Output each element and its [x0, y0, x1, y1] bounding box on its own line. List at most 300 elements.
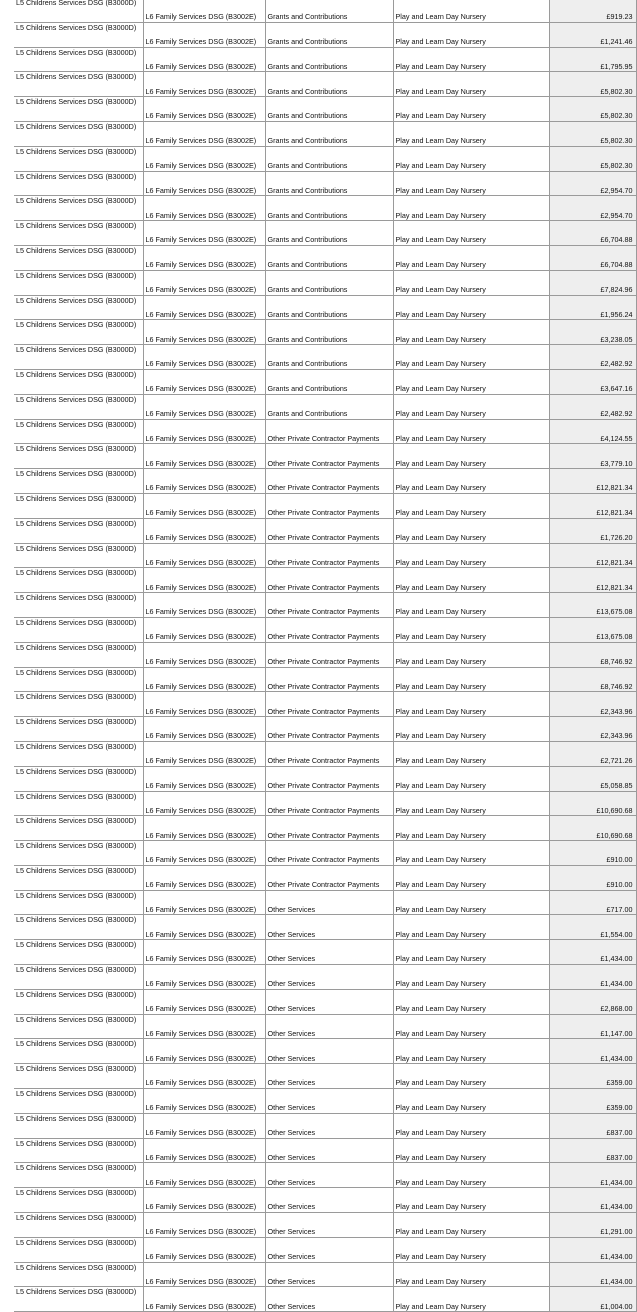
cell-service[interactable]: L6 Family Services DSG (B3002E): [143, 22, 265, 47]
cell-amount[interactable]: £1,434.00: [549, 1262, 636, 1287]
cell-amount[interactable]: £12,821.34: [549, 469, 636, 494]
cell-service[interactable]: L6 Family Services DSG (B3002E): [143, 816, 265, 841]
cell-amount[interactable]: £1,147.00: [549, 1014, 636, 1039]
cell-service[interactable]: L6 Family Services DSG (B3002E): [143, 717, 265, 742]
cell-amount[interactable]: £910.00: [549, 865, 636, 890]
cell-amount[interactable]: £1,291.00: [549, 1213, 636, 1238]
cell-service[interactable]: L6 Family Services DSG (B3002E): [143, 1039, 265, 1064]
table-row: [14, 493, 636, 518]
cell-expense-type[interactable]: Other Services: [265, 965, 393, 990]
cell-expense-type[interactable]: Other Private Contractor Payments: [265, 741, 393, 766]
cell-service[interactable]: L6 Family Services DSG (B3002E): [143, 1163, 265, 1188]
cell-service[interactable]: L6 Family Services DSG (B3002E): [143, 47, 265, 72]
cell-directorate[interactable]: L5 Childrens Services DSG (B3000D): [14, 816, 143, 841]
cell-expense-type[interactable]: Grants and Contributions: [265, 394, 393, 419]
cell-amount[interactable]: £5,802.30: [549, 146, 636, 171]
table-row: [14, 890, 636, 915]
table-row: [14, 1138, 636, 1163]
cell-supplier[interactable]: Play and Learn Day Nursery: [393, 865, 549, 890]
cell-service[interactable]: L6 Family Services DSG (B3002E): [143, 741, 265, 766]
cell-service[interactable]: L6 Family Services DSG (B3002E): [143, 245, 265, 270]
cell-service[interactable]: L6 Family Services DSG (B3002E): [143, 1138, 265, 1163]
cell-amount[interactable]: £12,821.34: [549, 543, 636, 568]
cell-supplier[interactable]: Play and Learn Day Nursery: [393, 841, 549, 866]
cell-supplier[interactable]: Play and Learn Day Nursery: [393, 766, 549, 791]
cell-supplier[interactable]: Play and Learn Day Nursery: [393, 568, 549, 593]
cell-amount[interactable]: £837.00: [549, 1138, 636, 1163]
cell-expense-type[interactable]: Grants and Contributions: [265, 245, 393, 270]
cell-supplier[interactable]: Play and Learn Day Nursery: [393, 617, 549, 642]
cell-directorate[interactable]: L5 Childrens Services DSG (B3000D): [14, 1188, 143, 1213]
cell-amount[interactable]: £2,482.92: [549, 345, 636, 370]
cell-service[interactable]: L6 Family Services DSG (B3002E): [143, 0, 265, 22]
cell-supplier[interactable]: Play and Learn Day Nursery: [393, 1188, 549, 1213]
cell-directorate[interactable]: L5 Childrens Services DSG (B3000D): [14, 121, 143, 146]
cell-directorate[interactable]: L5 Childrens Services DSG (B3000D): [14, 1039, 143, 1064]
cell-expense-type[interactable]: Grants and Contributions: [265, 295, 393, 320]
cell-supplier[interactable]: Play and Learn Day Nursery: [393, 717, 549, 742]
cell-expense-type[interactable]: Grants and Contributions: [265, 221, 393, 246]
cell-expense-type[interactable]: Other Services: [265, 1262, 393, 1287]
cell-supplier[interactable]: Play and Learn Day Nursery: [393, 72, 549, 97]
cell-service[interactable]: L6 Family Services DSG (B3002E): [143, 841, 265, 866]
cell-directorate[interactable]: L5 Childrens Services DSG (B3000D): [14, 22, 143, 47]
cell-service[interactable]: L6 Family Services DSG (B3002E): [143, 196, 265, 221]
cell-service[interactable]: L6 Family Services DSG (B3002E): [143, 1262, 265, 1287]
cell-amount[interactable]: £359.00: [549, 1089, 636, 1114]
cell-expense-type[interactable]: Other Private Contractor Payments: [265, 766, 393, 791]
cell-expense-type[interactable]: Other Private Contractor Payments: [265, 518, 393, 543]
cell-supplier[interactable]: Play and Learn Day Nursery: [393, 146, 549, 171]
cell-supplier[interactable]: Play and Learn Day Nursery: [393, 692, 549, 717]
cell-amount[interactable]: £10,690.68: [549, 791, 636, 816]
cell-expense-type[interactable]: Other Services: [265, 1163, 393, 1188]
cell-directorate[interactable]: L5 Childrens Services DSG (B3000D): [14, 444, 143, 469]
cell-amount[interactable]: £2,343.96: [549, 717, 636, 742]
cell-directorate[interactable]: L5 Childrens Services DSG (B3000D): [14, 245, 143, 270]
cell-service[interactable]: L6 Family Services DSG (B3002E): [143, 469, 265, 494]
cell-supplier[interactable]: Play and Learn Day Nursery: [393, 1064, 549, 1089]
cell-service[interactable]: L6 Family Services DSG (B3002E): [143, 940, 265, 965]
cell-service[interactable]: L6 Family Services DSG (B3002E): [143, 1014, 265, 1039]
cell-supplier[interactable]: Play and Learn Day Nursery: [393, 1113, 549, 1138]
cell-supplier[interactable]: Play and Learn Day Nursery: [393, 1039, 549, 1064]
cell-amount[interactable]: £12,821.34: [549, 493, 636, 518]
table-row: [14, 146, 636, 171]
cell-directorate[interactable]: L5 Childrens Services DSG (B3000D): [14, 717, 143, 742]
cell-amount[interactable]: £2,954.70: [549, 196, 636, 221]
cell-directorate[interactable]: L5 Childrens Services DSG (B3000D): [14, 1089, 143, 1114]
cell-expense-type[interactable]: Grants and Contributions: [265, 47, 393, 72]
cell-service[interactable]: L6 Family Services DSG (B3002E): [143, 965, 265, 990]
cell-directorate[interactable]: L5 Childrens Services DSG (B3000D): [14, 146, 143, 171]
cell-supplier[interactable]: Play and Learn Day Nursery: [393, 47, 549, 72]
cell-expense-type[interactable]: Grants and Contributions: [265, 369, 393, 394]
cell-expense-type[interactable]: Other Private Contractor Payments: [265, 791, 393, 816]
cell-expense-type[interactable]: Other Private Contractor Payments: [265, 642, 393, 667]
cell-expense-type[interactable]: Other Services: [265, 915, 393, 940]
cell-amount[interactable]: £717.00: [549, 890, 636, 915]
cell-directorate[interactable]: L5 Childrens Services DSG (B3000D): [14, 369, 143, 394]
cell-directorate[interactable]: L5 Childrens Services DSG (B3000D): [14, 1163, 143, 1188]
table-row: [14, 766, 636, 791]
cell-supplier[interactable]: Play and Learn Day Nursery: [393, 469, 549, 494]
cell-service[interactable]: L6 Family Services DSG (B3002E): [143, 419, 265, 444]
cell-service[interactable]: L6 Family Services DSG (B3002E): [143, 865, 265, 890]
cell-amount[interactable]: £5,802.30: [549, 72, 636, 97]
cell-supplier[interactable]: Play and Learn Day Nursery: [393, 345, 549, 370]
cell-amount[interactable]: £1,434.00: [549, 940, 636, 965]
cell-directorate[interactable]: L5 Childrens Services DSG (B3000D): [14, 1064, 143, 1089]
cell-amount[interactable]: £2,721.26: [549, 741, 636, 766]
cell-amount[interactable]: £13,675.08: [549, 593, 636, 618]
table-row: [14, 221, 636, 246]
cell-service[interactable]: L6 Family Services DSG (B3002E): [143, 642, 265, 667]
cell-directorate[interactable]: L5 Childrens Services DSG (B3000D): [14, 97, 143, 122]
cell-amount[interactable]: £12,821.34: [549, 568, 636, 593]
cell-amount[interactable]: £837.00: [549, 1113, 636, 1138]
cell-directorate[interactable]: L5 Childrens Services DSG (B3000D): [14, 841, 143, 866]
table-row: [14, 841, 636, 866]
cell-expense-type[interactable]: Other Services: [265, 1213, 393, 1238]
cell-expense-type[interactable]: Grants and Contributions: [265, 345, 393, 370]
cell-directorate[interactable]: L5 Childrens Services DSG (B3000D): [14, 543, 143, 568]
cell-supplier[interactable]: Play and Learn Day Nursery: [393, 419, 549, 444]
table-row: [14, 270, 636, 295]
cell-service[interactable]: L6 Family Services DSG (B3002E): [143, 1089, 265, 1114]
cell-service[interactable]: L6 Family Services DSG (B3002E): [143, 444, 265, 469]
cell-amount[interactable]: £2,868.00: [549, 989, 636, 1014]
cell-expense-type[interactable]: Other Services: [265, 1113, 393, 1138]
cell-service[interactable]: L6 Family Services DSG (B3002E): [143, 345, 265, 370]
cell-amount[interactable]: £1,434.00: [549, 965, 636, 990]
cell-directorate[interactable]: L5 Childrens Services DSG (B3000D): [14, 295, 143, 320]
cell-service[interactable]: L6 Family Services DSG (B3002E): [143, 543, 265, 568]
cell-directorate[interactable]: L5 Childrens Services DSG (B3000D): [14, 320, 143, 345]
cell-amount[interactable]: £7,824.96: [549, 270, 636, 295]
cell-amount[interactable]: £2,954.70: [549, 171, 636, 196]
table-row: [14, 1039, 636, 1064]
cell-expense-type[interactable]: Grants and Contributions: [265, 97, 393, 122]
cell-service[interactable]: L6 Family Services DSG (B3002E): [143, 1188, 265, 1213]
cell-amount[interactable]: £1,434.00: [549, 1039, 636, 1064]
cell-expense-type[interactable]: Other Services: [265, 1064, 393, 1089]
cell-directorate[interactable]: L5 Childrens Services DSG (B3000D): [14, 1262, 143, 1287]
cell-service[interactable]: L6 Family Services DSG (B3002E): [143, 146, 265, 171]
cell-directorate[interactable]: L5 Childrens Services DSG (B3000D): [14, 1287, 143, 1312]
cell-directorate[interactable]: L5 Childrens Services DSG (B3000D): [14, 593, 143, 618]
cell-expense-type[interactable]: Grants and Contributions: [265, 22, 393, 47]
table-row: [14, 1113, 636, 1138]
cell-amount[interactable]: £1,434.00: [549, 1188, 636, 1213]
table-row: [14, 965, 636, 990]
cell-amount[interactable]: £1,956.24: [549, 295, 636, 320]
cell-directorate[interactable]: L5 Childrens Services DSG (B3000D): [14, 493, 143, 518]
cell-directorate[interactable]: L5 Childrens Services DSG (B3000D): [14, 1213, 143, 1238]
cell-directorate[interactable]: L5 Childrens Services DSG (B3000D): [14, 1014, 143, 1039]
table-row: [14, 1287, 636, 1312]
cell-amount[interactable]: £1,726.20: [549, 518, 636, 543]
cell-expense-type[interactable]: Other Services: [265, 1138, 393, 1163]
cell-service[interactable]: L6 Family Services DSG (B3002E): [143, 270, 265, 295]
cell-expense-type[interactable]: Grants and Contributions: [265, 320, 393, 345]
cell-supplier[interactable]: Play and Learn Day Nursery: [393, 543, 549, 568]
cell-supplier[interactable]: Play and Learn Day Nursery: [393, 493, 549, 518]
cell-supplier[interactable]: Play and Learn Day Nursery: [393, 518, 549, 543]
cell-expense-type[interactable]: Other Private Contractor Payments: [265, 617, 393, 642]
cell-supplier[interactable]: Play and Learn Day Nursery: [393, 1014, 549, 1039]
cell-supplier[interactable]: Play and Learn Day Nursery: [393, 171, 549, 196]
table-row: [14, 1163, 636, 1188]
cell-supplier[interactable]: Play and Learn Day Nursery: [393, 791, 549, 816]
cell-supplier[interactable]: Play and Learn Day Nursery: [393, 245, 549, 270]
cell-supplier[interactable]: Play and Learn Day Nursery: [393, 667, 549, 692]
cell-amount[interactable]: £910.00: [549, 841, 636, 866]
cell-supplier[interactable]: Play and Learn Day Nursery: [393, 890, 549, 915]
cell-expense-type[interactable]: Other Private Contractor Payments: [265, 865, 393, 890]
cell-supplier[interactable]: Play and Learn Day Nursery: [393, 1287, 549, 1312]
cell-amount[interactable]: £1,795.95: [549, 47, 636, 72]
cell-service[interactable]: L6 Family Services DSG (B3002E): [143, 1064, 265, 1089]
cell-directorate[interactable]: L5 Childrens Services DSG (B3000D): [14, 518, 143, 543]
cell-expense-type[interactable]: Other Services: [265, 989, 393, 1014]
cell-service[interactable]: L6 Family Services DSG (B3002E): [143, 593, 265, 618]
table-row: [14, 0, 636, 22]
table-row: [14, 47, 636, 72]
cell-expense-type[interactable]: Other Services: [265, 1237, 393, 1262]
cell-supplier[interactable]: Play and Learn Day Nursery: [393, 593, 549, 618]
cell-service[interactable]: L6 Family Services DSG (B3002E): [143, 989, 265, 1014]
table-row: [14, 692, 636, 717]
table-row: [14, 865, 636, 890]
cell-supplier[interactable]: Play and Learn Day Nursery: [393, 22, 549, 47]
cell-amount[interactable]: £3,238.05: [549, 320, 636, 345]
cell-expense-type[interactable]: Other Private Contractor Payments: [265, 493, 393, 518]
cell-supplier[interactable]: Play and Learn Day Nursery: [393, 444, 549, 469]
cell-expense-type[interactable]: Other Private Contractor Payments: [265, 841, 393, 866]
cell-service[interactable]: L6 Family Services DSG (B3002E): [143, 295, 265, 320]
cell-expense-type[interactable]: Other Private Contractor Payments: [265, 593, 393, 618]
cell-directorate[interactable]: L5 Childrens Services DSG (B3000D): [14, 965, 143, 990]
table-row: [14, 741, 636, 766]
table-row: [14, 915, 636, 940]
cell-supplier[interactable]: Play and Learn Day Nursery: [393, 221, 549, 246]
cell-directorate[interactable]: L5 Childrens Services DSG (B3000D): [14, 667, 143, 692]
cell-supplier[interactable]: Play and Learn Day Nursery: [393, 0, 549, 22]
cell-amount[interactable]: £5,802.30: [549, 121, 636, 146]
cell-amount[interactable]: £2,343.96: [549, 692, 636, 717]
cell-expense-type[interactable]: Grants and Contributions: [265, 0, 393, 22]
cell-directorate[interactable]: L5 Childrens Services DSG (B3000D): [14, 741, 143, 766]
cell-supplier[interactable]: Play and Learn Day Nursery: [393, 1237, 549, 1262]
cell-amount[interactable]: £919.23: [549, 0, 636, 22]
cell-supplier[interactable]: Play and Learn Day Nursery: [393, 270, 549, 295]
cell-service[interactable]: L6 Family Services DSG (B3002E): [143, 692, 265, 717]
table-row: [14, 717, 636, 742]
cell-service[interactable]: L6 Family Services DSG (B3002E): [143, 97, 265, 122]
cell-directorate[interactable]: L5 Childrens Services DSG (B3000D): [14, 1138, 143, 1163]
cell-service[interactable]: L6 Family Services DSG (B3002E): [143, 320, 265, 345]
cell-directorate[interactable]: L5 Childrens Services DSG (B3000D): [14, 221, 143, 246]
table-row: [14, 1188, 636, 1213]
table-body: [14, 0, 636, 1312]
cell-expense-type[interactable]: Other Private Contractor Payments: [265, 692, 393, 717]
cell-directorate[interactable]: L5 Childrens Services DSG (B3000D): [14, 642, 143, 667]
cell-expense-type[interactable]: Other Services: [265, 1014, 393, 1039]
cell-supplier[interactable]: Play and Learn Day Nursery: [393, 915, 549, 940]
cell-directorate[interactable]: L5 Childrens Services DSG (B3000D): [14, 915, 143, 940]
cell-service[interactable]: L6 Family Services DSG (B3002E): [143, 121, 265, 146]
table-row: [14, 989, 636, 1014]
table-row: [14, 1064, 636, 1089]
cell-expense-type[interactable]: Other Services: [265, 940, 393, 965]
table-row: [14, 22, 636, 47]
cell-amount[interactable]: £10,690.68: [549, 816, 636, 841]
cell-directorate[interactable]: L5 Childrens Services DSG (B3000D): [14, 940, 143, 965]
cell-service[interactable]: L6 Family Services DSG (B3002E): [143, 394, 265, 419]
cell-service[interactable]: L6 Family Services DSG (B3002E): [143, 1213, 265, 1238]
cell-expense-type[interactable]: Other Private Contractor Payments: [265, 717, 393, 742]
cell-supplier[interactable]: Play and Learn Day Nursery: [393, 1138, 549, 1163]
cell-supplier[interactable]: Play and Learn Day Nursery: [393, 741, 549, 766]
cell-expense-type[interactable]: Other Private Contractor Payments: [265, 816, 393, 841]
cell-amount[interactable]: £6,704.88: [549, 245, 636, 270]
cell-amount[interactable]: £1,241.46: [549, 22, 636, 47]
cell-directorate[interactable]: L5 Childrens Services DSG (B3000D): [14, 270, 143, 295]
cell-supplier[interactable]: Play and Learn Day Nursery: [393, 989, 549, 1014]
table-row: [14, 791, 636, 816]
cell-supplier[interactable]: Play and Learn Day Nursery: [393, 965, 549, 990]
cell-directorate[interactable]: L5 Childrens Services DSG (B3000D): [14, 47, 143, 72]
cell-amount[interactable]: £2,482.92: [549, 394, 636, 419]
cell-amount[interactable]: £1,554.00: [549, 915, 636, 940]
cell-supplier[interactable]: Play and Learn Day Nursery: [393, 394, 549, 419]
cell-directorate[interactable]: L5 Childrens Services DSG (B3000D): [14, 865, 143, 890]
cell-directorate[interactable]: L5 Childrens Services DSG (B3000D): [14, 419, 143, 444]
cell-supplier[interactable]: Play and Learn Day Nursery: [393, 1262, 549, 1287]
cell-directorate[interactable]: L5 Childrens Services DSG (B3000D): [14, 791, 143, 816]
cell-directorate[interactable]: L5 Childrens Services DSG (B3000D): [14, 72, 143, 97]
cell-expense-type[interactable]: Other Private Contractor Payments: [265, 469, 393, 494]
cell-service[interactable]: L6 Family Services DSG (B3002E): [143, 1287, 265, 1312]
cell-amount[interactable]: £1,004.00: [549, 1287, 636, 1312]
cell-expense-type[interactable]: Other Private Contractor Payments: [265, 444, 393, 469]
cell-service[interactable]: L6 Family Services DSG (B3002E): [143, 617, 265, 642]
cell-expense-type[interactable]: Grants and Contributions: [265, 171, 393, 196]
table-row: [14, 543, 636, 568]
cell-amount[interactable]: £1,434.00: [549, 1163, 636, 1188]
cell-service[interactable]: L6 Family Services DSG (B3002E): [143, 1113, 265, 1138]
table-row: [14, 245, 636, 270]
cell-supplier[interactable]: Play and Learn Day Nursery: [393, 320, 549, 345]
cell-service[interactable]: L6 Family Services DSG (B3002E): [143, 766, 265, 791]
cell-supplier[interactable]: Play and Learn Day Nursery: [393, 642, 549, 667]
cell-service[interactable]: L6 Family Services DSG (B3002E): [143, 493, 265, 518]
cell-supplier[interactable]: Play and Learn Day Nursery: [393, 940, 549, 965]
cell-expense-type[interactable]: Other Private Contractor Payments: [265, 419, 393, 444]
cell-service[interactable]: L6 Family Services DSG (B3002E): [143, 791, 265, 816]
table-row: [14, 196, 636, 221]
cell-amount[interactable]: £8,746.92: [549, 642, 636, 667]
cell-supplier[interactable]: Play and Learn Day Nursery: [393, 121, 549, 146]
cell-service[interactable]: L6 Family Services DSG (B3002E): [143, 915, 265, 940]
cell-expense-type[interactable]: Grants and Contributions: [265, 72, 393, 97]
cell-supplier[interactable]: Play and Learn Day Nursery: [393, 1213, 549, 1238]
cell-amount[interactable]: £5,802.30: [549, 97, 636, 122]
cell-expense-type[interactable]: Grants and Contributions: [265, 196, 393, 221]
cell-expense-type[interactable]: Other Services: [265, 890, 393, 915]
cell-amount[interactable]: £6,704.88: [549, 221, 636, 246]
cell-service[interactable]: L6 Family Services DSG (B3002E): [143, 667, 265, 692]
cell-service[interactable]: L6 Family Services DSG (B3002E): [143, 568, 265, 593]
cell-supplier[interactable]: Play and Learn Day Nursery: [393, 1089, 549, 1114]
cell-supplier[interactable]: Play and Learn Day Nursery: [393, 816, 549, 841]
cell-service[interactable]: L6 Family Services DSG (B3002E): [143, 369, 265, 394]
cell-expense-type[interactable]: Other Services: [265, 1089, 393, 1114]
table-row: [14, 1089, 636, 1114]
cell-directorate[interactable]: L5 Childrens Services DSG (B3000D): [14, 0, 143, 22]
table-row: [14, 320, 636, 345]
cell-directorate[interactable]: L5 Childrens Services DSG (B3000D): [14, 568, 143, 593]
cell-directorate[interactable]: L5 Childrens Services DSG (B3000D): [14, 766, 143, 791]
cell-expense-type[interactable]: Other Services: [265, 1039, 393, 1064]
cell-expense-type[interactable]: Other Services: [265, 1287, 393, 1312]
cell-amount[interactable]: £359.00: [549, 1064, 636, 1089]
cell-service[interactable]: L6 Family Services DSG (B3002E): [143, 518, 265, 543]
table-row: [14, 1213, 636, 1238]
cell-directorate[interactable]: L5 Childrens Services DSG (B3000D): [14, 345, 143, 370]
cell-supplier[interactable]: Play and Learn Day Nursery: [393, 97, 549, 122]
cell-supplier[interactable]: Play and Learn Day Nursery: [393, 295, 549, 320]
cell-amount[interactable]: £1,434.00: [549, 1237, 636, 1262]
cell-amount[interactable]: £13,675.08: [549, 617, 636, 642]
cell-service[interactable]: L6 Family Services DSG (B3002E): [143, 221, 265, 246]
cell-amount[interactable]: £4,124.55: [549, 419, 636, 444]
cell-service[interactable]: L6 Family Services DSG (B3002E): [143, 171, 265, 196]
cell-expense-type[interactable]: Grants and Contributions: [265, 146, 393, 171]
table-row: [14, 940, 636, 965]
cell-directorate[interactable]: L5 Childrens Services DSG (B3000D): [14, 196, 143, 221]
cell-expense-type[interactable]: Grants and Contributions: [265, 121, 393, 146]
cell-service[interactable]: L6 Family Services DSG (B3002E): [143, 890, 265, 915]
cell-expense-type[interactable]: Other Private Contractor Payments: [265, 667, 393, 692]
cell-directorate[interactable]: L5 Childrens Services DSG (B3000D): [14, 692, 143, 717]
cell-expense-type[interactable]: Other Private Contractor Payments: [265, 543, 393, 568]
cell-directorate[interactable]: L5 Childrens Services DSG (B3000D): [14, 989, 143, 1014]
cell-expense-type[interactable]: Other Services: [265, 1188, 393, 1213]
cell-amount[interactable]: £8,746.92: [549, 667, 636, 692]
cell-amount[interactable]: £5,058.85: [549, 766, 636, 791]
cell-directorate[interactable]: L5 Childrens Services DSG (B3000D): [14, 890, 143, 915]
cell-service[interactable]: L6 Family Services DSG (B3002E): [143, 1237, 265, 1262]
cell-service[interactable]: L6 Family Services DSG (B3002E): [143, 72, 265, 97]
cell-directorate[interactable]: L5 Childrens Services DSG (B3000D): [14, 1113, 143, 1138]
cell-directorate[interactable]: L5 Childrens Services DSG (B3000D): [14, 394, 143, 419]
cell-supplier[interactable]: Play and Learn Day Nursery: [393, 196, 549, 221]
cell-expense-type[interactable]: Other Private Contractor Payments: [265, 568, 393, 593]
cell-supplier[interactable]: Play and Learn Day Nursery: [393, 1163, 549, 1188]
cell-expense-type[interactable]: Grants and Contributions: [265, 270, 393, 295]
cell-amount[interactable]: £3,779.10: [549, 444, 636, 469]
cell-directorate[interactable]: L5 Childrens Services DSG (B3000D): [14, 469, 143, 494]
cell-directorate[interactable]: L5 Childrens Services DSG (B3000D): [14, 1237, 143, 1262]
table-row: [14, 593, 636, 618]
table-row: [14, 469, 636, 494]
cell-supplier[interactable]: Play and Learn Day Nursery: [393, 369, 549, 394]
cell-amount[interactable]: £3,647.16: [549, 369, 636, 394]
cell-directorate[interactable]: L5 Childrens Services DSG (B3000D): [14, 171, 143, 196]
cell-directorate[interactable]: L5 Childrens Services DSG (B3000D): [14, 617, 143, 642]
